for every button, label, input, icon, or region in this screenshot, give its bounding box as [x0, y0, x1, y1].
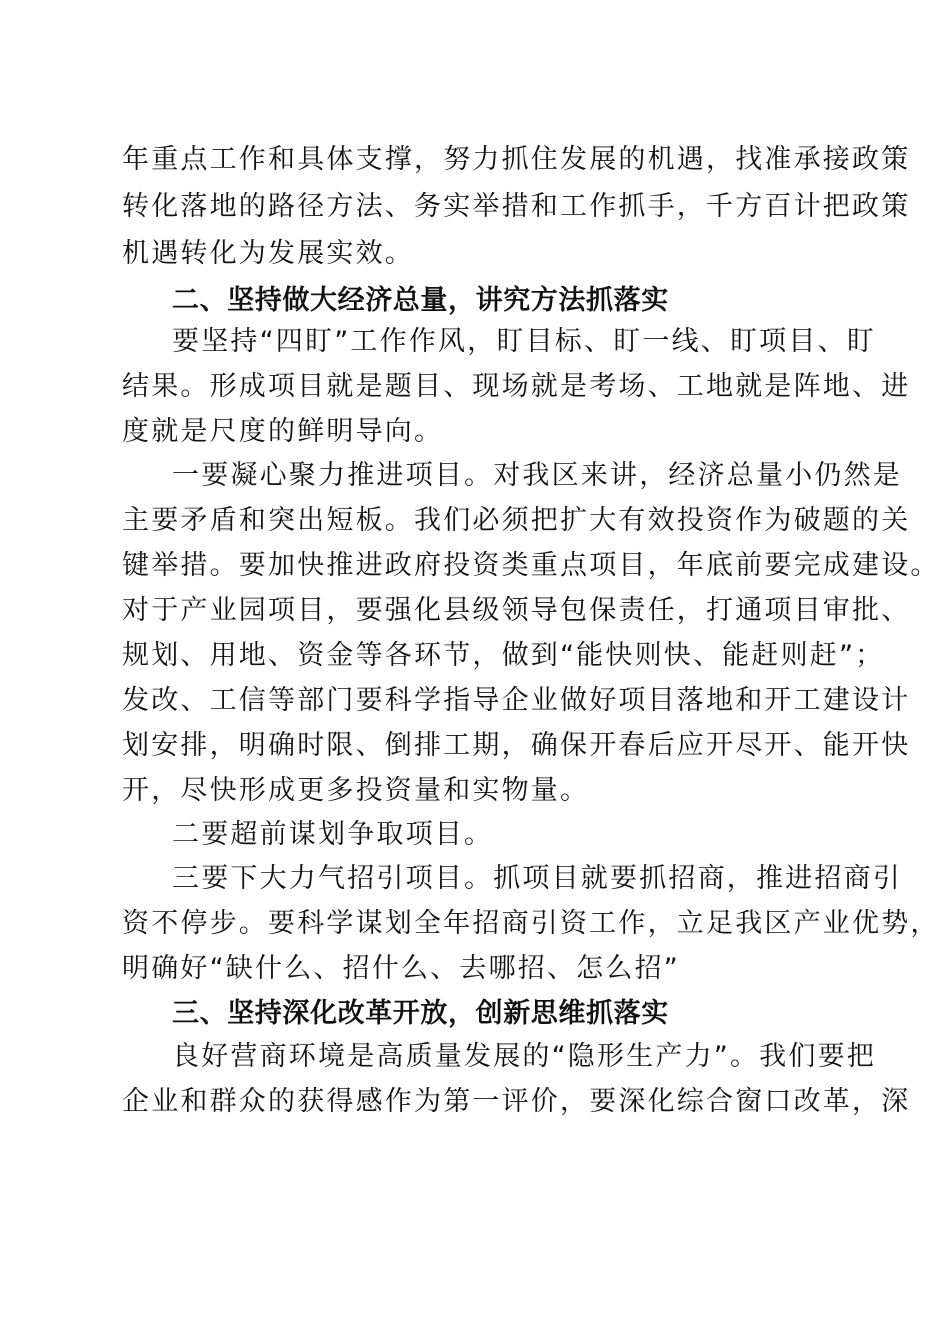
body-line: 键举措。要加快推进政府投资类重点项目，年底前要完成建设。: [122, 550, 940, 581]
body-line: 规划、用地、资金等各环节，做到“能快则快、能赶则赶”；: [122, 640, 885, 671]
body-line: 机遇转化为发展实效。: [122, 238, 414, 269]
body-line: 发改、工信等部门要科学指导企业做好项目落地和开工建设计: [122, 685, 911, 716]
body-line: 转化落地的路径方法、务实举措和工作抓手，千方百计把政策: [122, 191, 911, 222]
body-line: 主要矛盾和突出短板。我们必须把扩大有效投资作为破题的关: [122, 505, 911, 536]
section-heading: 二、坚持做大经济总量，讲究方法抓落实: [172, 285, 669, 316]
body-line: 年重点工作和具体支撑，努力抓住发展的机遇，找准承接政策: [122, 144, 911, 175]
body-line: 良好营商环境是高质量发展的“隐形生产力”。我们要把: [172, 1041, 876, 1072]
body-line: 企业和群众的获得感作为第一评价，要深化综合窗口改革，深: [122, 1086, 911, 1117]
body-line: 对于产业园项目，要强化县级领导包保责任，打通项目审批、: [122, 595, 911, 626]
body-line: 开，尽快形成更多投资量和实物量。: [122, 775, 590, 806]
body-line: 明确好“缺什么、招什么、去哪招、怎么招”: [122, 953, 680, 984]
body-line: 二要超前谋划争取项目。: [172, 819, 494, 850]
body-line: 资不停步。要科学谋划全年招商引资工作，立足我区产业优势，: [122, 908, 940, 939]
body-line: 结果。形成项目就是题目、现场就是考场、工地就是阵地、进: [122, 371, 911, 402]
body-line: 度就是尺度的鲜明导向。: [122, 416, 444, 447]
section-heading: 三、坚持深化改革开放，创新思维抓落实: [172, 998, 669, 1029]
body-line: 要坚持“四盯”工作作风，盯目标、盯一线、盯项目、盯: [172, 326, 876, 357]
body-line: 三要下大力气招引项目。抓项目就要抓招商，推进招商引: [172, 863, 902, 894]
body-line: 一要凝心聚力推进项目。对我区来讲，经济总量小仍然是: [172, 460, 902, 491]
body-line: 划安排，明确时限、倒排工期，确保开春后应开尽开、能开快: [122, 730, 911, 761]
